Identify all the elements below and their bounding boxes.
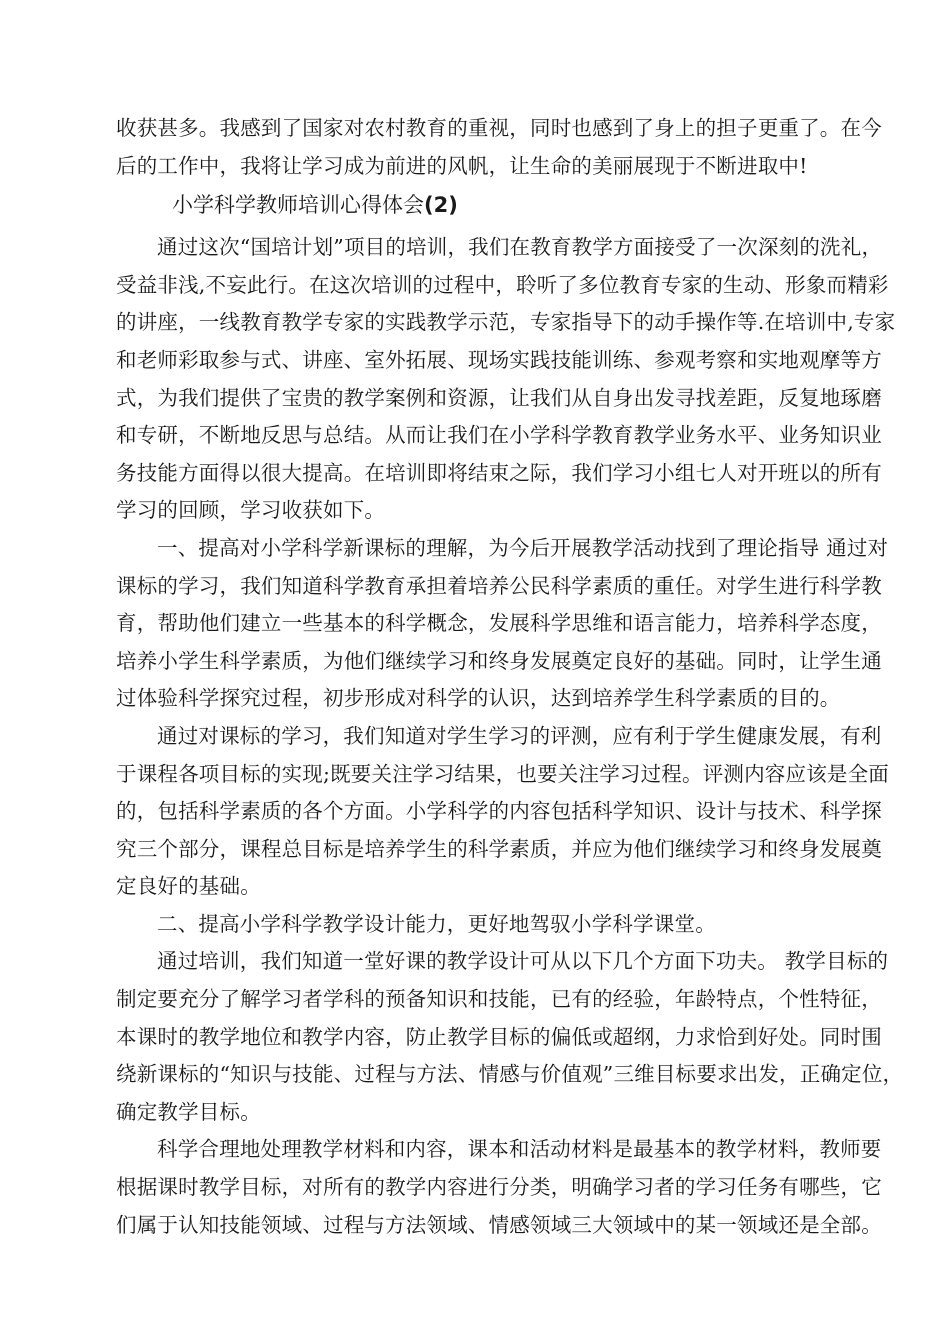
section-title-number: (2)	[424, 193, 458, 218]
section-title-text: 小学科学教师培训心得体会	[172, 193, 424, 218]
text-line: 的讲座，一线教育教学专家的实践教学示范，专家指导下的动手操作等.在培训中,专家	[116, 310, 896, 335]
text-line: 们属于认知技能领域、过程与方法领域、情感领域三大领域中的某一领域还是全部。	[116, 1212, 882, 1237]
text-line: 培养小学生科学素质，为他们继续学习和终身发展奠定良好的基础。同时，让学生通	[116, 648, 882, 673]
text-line: 根据课时教学目标，对所有的教学内容进行分类，明确学习者的学习任务有哪些，它	[116, 1175, 882, 1200]
text-line: 后的工作中，我将让学习成为前进的风帆，让生命的美丽展现于不断进取中!	[116, 153, 808, 178]
text-line: 制定要充分了解学习者学科的预备知识和技能，已有的经验，年龄特点，个性特征，	[116, 987, 882, 1012]
section-title	[116, 185, 852, 229]
text-line: 通过这次“国培计划”项目的培训，我们在教育教学方面接受了一次深刻的洗礼，	[157, 235, 883, 260]
text-line: 本课时的教学地位和教学内容，防止教学目标的偏低或超纲，力求恰到好处。同时围	[116, 1024, 882, 1049]
text-line: 通过对课标的学习，我们知道对学生学习的评测，应有利于学生健康发展，有利	[157, 723, 882, 748]
text-line: 二、提高小学科学教学设计能力，更好地驾驭小学科学课堂。	[157, 911, 716, 936]
text-line: 科学合理地处理教学材料和内容，课本和活动材料是最基本的教学材料，教师要	[157, 1137, 882, 1162]
text-line: 一、提高对小学科学新课标的理解，为今后开展教学活动找到了理论指导 通过对	[157, 535, 889, 560]
text-line: 定良好的基础。	[116, 874, 261, 899]
text-line: 通过培训，我们知道一堂好课的教学设计可从以下几个方面下功夫。 教学目标的	[157, 949, 889, 974]
paragraph-2	[116, 530, 889, 718]
text-line: 于课程各项目标的实现;既要关注学习结果，也要关注学习过程。评测内容应该是全面	[116, 761, 890, 786]
paragraph-1	[116, 229, 896, 530]
text-line: 究三个部分，课程总目标是培养学生的科学素质，并应为他们继续学习和终身发展奠	[116, 836, 882, 861]
text-line: 务技能方面得以很大提高。在培训即将结束之际，我们学习小组七人对开班以的所有	[116, 460, 882, 485]
text-line: 确定教学目标。	[116, 1099, 261, 1124]
paragraph-6	[116, 1131, 882, 1244]
text-line: 学习的回顾，学习收获如下。	[116, 498, 386, 523]
text-line: 的，包括科学素质的各个方面。小学科学的内容包括科学知识、设计与技术、科学探	[116, 799, 882, 824]
text-line: 式，为我们提供了宝贵的教学案例和资源，让我们从自身出发寻找差距，反复地琢磨	[116, 385, 882, 410]
paragraph-5	[116, 943, 904, 1131]
paragraph-3	[116, 718, 890, 906]
text-line: 育，帮助他们建立一些基本的科学概念，发展科学思维和语言能力，培养科学态度，	[116, 611, 882, 636]
paragraph-4	[116, 906, 852, 944]
text-line: 课标的学习，我们知道科学教育承担着培养公民科学素质的重任。对学生进行科学教	[116, 573, 882, 598]
text-line: 和专研，不断地反思与总结。从而让我们在小学科学教育教学业务水平、业务知识业	[116, 423, 882, 448]
document-body	[116, 110, 904, 1244]
text-line: 和老师彩取参与式、讲座、室外拓展、现场实践技能训练、参观考察和实地观摩等方	[116, 347, 882, 372]
text-line: 收获甚多。我感到了国家对农村教育的重视，同时也感到了身上的担子更重了。在今	[116, 116, 882, 140]
text-line: 受益非浅,不妄此行。在这次培训的过程中，聆听了多位教育专家的生动、形象而精彩	[116, 272, 889, 297]
text-line: 绕新课标的“知识与技能、过程与方法、情感与价值观”三维目标要求出发，正确定位，	[116, 1062, 904, 1087]
text-line: 过体验科学探究过程，初步形成对科学的认识，达到培养学生科学素质的目的。	[116, 686, 841, 711]
